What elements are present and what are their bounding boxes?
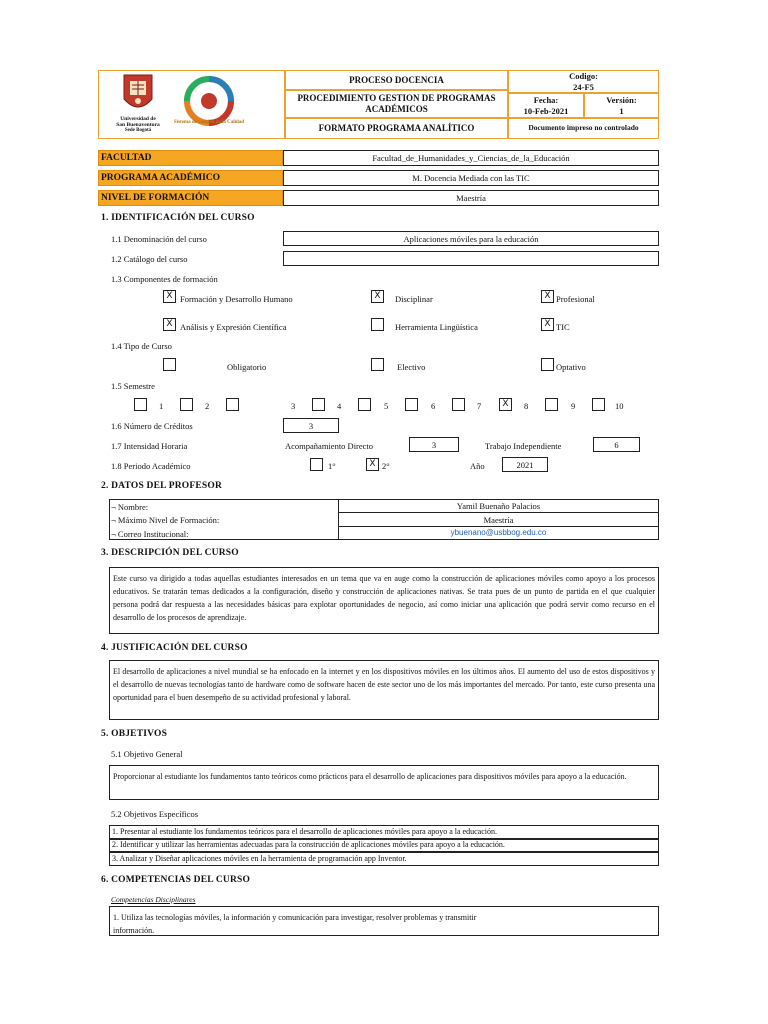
- label-herramienta-linguistica: Herramienta Lingüística: [395, 322, 478, 332]
- competencias-disciplinares-label: Competencias Disciplinares: [111, 895, 196, 904]
- fecha-value: 10-Feb-2021: [523, 106, 569, 116]
- nivel-formacion-label: ¬ Máximo Nivel de Formación:: [111, 515, 220, 525]
- label-formacion-humano: Formación y Desarrollo Humano: [180, 294, 293, 304]
- semestre-9-label: 9: [571, 401, 576, 411]
- descripcion-text: Este curso va dirigido a todas aquellas estudiantes interesados en un tema que va en auge como la construcción de aplicaciones móviles como apoyo a los procesos educativos. Se tratarán temas dedicados a la configuración, diseño y construcción de aplicaciones nativas. Se trata pues de un punto de partida en el que cualquier persona podrá dar respuesta a las necesidades básicas para explotar oportunidades de negocio, así como iniciar una aplicación que podrá servir como recurso en el desarrollo de los procesos de aprendizaje.: [109, 567, 659, 634]
- checkbox-obligatorio[interactable]: [163, 358, 176, 371]
- semestre-1-label: 1: [159, 401, 164, 411]
- periodo-label: 1.8 Periodo Académico: [111, 461, 191, 471]
- university-caption-3: Sede Bogotá: [124, 128, 152, 133]
- facultad-label: FACULTAD: [101, 153, 152, 163]
- acomp-value: 3: [431, 440, 437, 450]
- objetivo-especifico-2-text: 2. Identificar y utilizar las herramientas adecuadas para la construcción de aplicaciones móviles para apoyo a la educación.: [112, 840, 505, 849]
- creditos-value: 3: [308, 421, 314, 431]
- checkbox-semestre-7[interactable]: [452, 398, 465, 411]
- correo-label: ¬ Correo Institucional:: [111, 529, 189, 539]
- facultad-value: Facultad_de_Humanidades_y_Ciencias_de_la_Educación: [372, 153, 570, 163]
- profesor-row-line-2: [338, 526, 659, 527]
- anio-label: Año: [470, 461, 485, 471]
- codigo-label: Codigo:: [569, 71, 598, 81]
- objetivo-general-text: Proporcionar al estudiante los fundamentos tanto teóricos como prácticos para el desarrollo de aplicaciones para dispositivos móviles para apoyo a la educación.: [109, 765, 659, 800]
- checkbox-herramienta-linguistica[interactable]: [371, 318, 384, 331]
- checkbox-periodo-2[interactable]: X: [366, 458, 379, 471]
- checkbox-semestre-9[interactable]: [545, 398, 558, 411]
- checkbox-semestre-4[interactable]: [312, 398, 325, 411]
- checkbox-tic[interactable]: X: [541, 318, 554, 331]
- semestre-6-label: 6: [431, 401, 436, 411]
- denominacion-value: Aplicaciones móviles para la educación: [403, 234, 539, 244]
- programa-label: PROGRAMA ACADÉMICO: [101, 173, 221, 183]
- label-disciplinar: Disciplinar: [395, 294, 433, 304]
- label-analisis-cientifica: Análisis y Expresión Científica: [180, 322, 287, 332]
- procedimiento-title: PROCEDIMIENTO GESTION DE PROGRAMAS ACADÉMICOS: [297, 93, 496, 114]
- semestre-2-label: 2: [205, 401, 210, 411]
- checkbox-formacion-humano[interactable]: X: [163, 290, 176, 303]
- denominacion-label: 1.1 Denominación del curso: [111, 234, 207, 244]
- checkbox-semestre-3[interactable]: [226, 398, 239, 411]
- proceso-title: PROCESO DOCENCIA: [349, 75, 444, 85]
- nombre-value: Yamil Buenaño Palacios: [456, 501, 541, 511]
- checkbox-semestre-10[interactable]: [592, 398, 605, 411]
- label-optativo: Optativo: [556, 362, 586, 372]
- fecha-label: Fecha:: [533, 95, 559, 105]
- componentes-label: 1.3 Componentes de formación: [111, 274, 218, 284]
- semestre-3-label: 3: [291, 401, 296, 411]
- tipo-label: 1.4 Tipo de Curso: [111, 341, 172, 351]
- version-value: 1: [619, 106, 624, 116]
- profesor-row-line-1: [338, 512, 659, 513]
- version-label: Versión:: [606, 95, 637, 105]
- quality-system-icon: [178, 74, 240, 136]
- section-6-title: 6. COMPETENCIAS DEL CURSO: [101, 875, 251, 885]
- quality-system-caption: Sistema de Gestión de la Calidad: [173, 120, 245, 125]
- correo-link[interactable]: ybuenano@usbbog.edu.co: [450, 528, 547, 537]
- checkbox-optativo[interactable]: [541, 358, 554, 371]
- nivel-formacion-value: Maestría: [483, 515, 514, 525]
- nivel-value: Maestría: [456, 193, 486, 203]
- section-2-title: 2. DATOS DEL PROFESOR: [101, 481, 223, 491]
- checkbox-semestre-2[interactable]: [180, 398, 193, 411]
- university-caption-2: San Buenaventura: [116, 122, 160, 128]
- label-tic: TIC: [556, 322, 570, 332]
- nombre-label: ¬ Nombre:: [111, 502, 149, 512]
- checkbox-analisis-cientifica[interactable]: X: [163, 318, 176, 331]
- checkbox-disciplinar[interactable]: X: [371, 290, 384, 303]
- catalogo-field: [283, 251, 659, 266]
- codigo-value: 24-F5: [573, 82, 594, 92]
- checkbox-semestre-1[interactable]: [134, 398, 147, 411]
- semestre-8-label: 8: [524, 401, 529, 411]
- university-logo: [108, 73, 168, 137]
- semestre-4-label: 4: [337, 401, 342, 411]
- intensidad-label: 1.7 Intensidad Horaria: [111, 441, 188, 451]
- label-obligatorio: Obligatorio: [227, 362, 267, 372]
- formato-title: FORMATO PROGRAMA ANALÍTICO: [318, 123, 475, 133]
- objetivo-especifico-3-text: 3. Analizar y Diseñar aplicaciones móviles en la herramienta de programación app Inventor.: [112, 854, 407, 863]
- checkbox-periodo-1[interactable]: [310, 458, 323, 471]
- periodo-2-label: 2°: [382, 461, 390, 471]
- section-1-title: 1. IDENTIFICACIÓN DEL CURSO: [101, 213, 255, 223]
- section-5-title: 5. OBJETIVOS: [101, 729, 168, 739]
- university-seal-icon: [108, 73, 168, 117]
- creditos-label: 1.6 Número de Créditos: [111, 421, 193, 431]
- justificacion-text: El desarrollo de aplicaciones a nivel mundial se ha enfocado en la internet y en los dispositivos móviles en los últimos años. El aumento del uso de estos dispositivos y el desarrollo de nuevas tecnologías tanto de hardware como de software hacen de este sector uno de los más importantes del mercado. Por tanto, este curso presenta una oportunidad para el buen desempeño de su actividad profesional y laboral.: [109, 660, 659, 720]
- objetivo-general-label: 5.1 Objetivo General: [111, 749, 183, 759]
- checkbox-semestre-5[interactable]: [358, 398, 371, 411]
- checkbox-semestre-6[interactable]: [405, 398, 418, 411]
- acomp-label: Acompañamiento Directo: [285, 441, 374, 451]
- quality-system-logo: [173, 74, 245, 136]
- checkbox-electivo[interactable]: [371, 358, 384, 371]
- section-4-title: 4. JUSTIFICACIÓN DEL CURSO: [101, 643, 248, 653]
- university-caption-1: Universidad de: [120, 116, 156, 122]
- anio-value: 2021: [516, 460, 534, 470]
- semestre-10-label: 10: [615, 401, 624, 411]
- competencias-text: 1. Utiliza las tecnologías móviles, la información y comunicación para investigar, resolver problemas y transmitir información.: [109, 906, 659, 936]
- objetivos-especificos-label: 5.2 Objetivos Específicos: [111, 809, 199, 819]
- documento-note: Documento impreso no controlado: [528, 123, 639, 132]
- trabajo-label: Trabajo Independiente: [485, 441, 562, 451]
- periodo-1-label: 1°: [328, 461, 336, 471]
- objetivo-especifico-1-text: 1. Presentar al estudiante los fundamentos teóricos para el desarrollo de aplicaciones móviles para apoyo a la educación.: [112, 827, 497, 836]
- programa-value: M. Docencia Mediada con las TIC: [412, 173, 530, 183]
- catalogo-label: 1.2 Catálogo del curso: [111, 254, 188, 264]
- nivel-label: NIVEL DE FORMACIÓN: [101, 193, 210, 203]
- checkbox-semestre-8[interactable]: X: [499, 398, 512, 411]
- semestre-5-label: 5: [384, 401, 389, 411]
- label-profesional: Profesional: [556, 294, 595, 304]
- trabajo-value: 6: [614, 440, 619, 450]
- semestre-7-label: 7: [477, 401, 482, 411]
- semestre-label: 1.5 Semestre: [111, 381, 155, 391]
- label-electivo: Electivo: [397, 362, 426, 372]
- section-3-title: 3. DESCRIPCIÓN DEL CURSO: [101, 548, 239, 558]
- checkbox-profesional[interactable]: X: [541, 290, 554, 303]
